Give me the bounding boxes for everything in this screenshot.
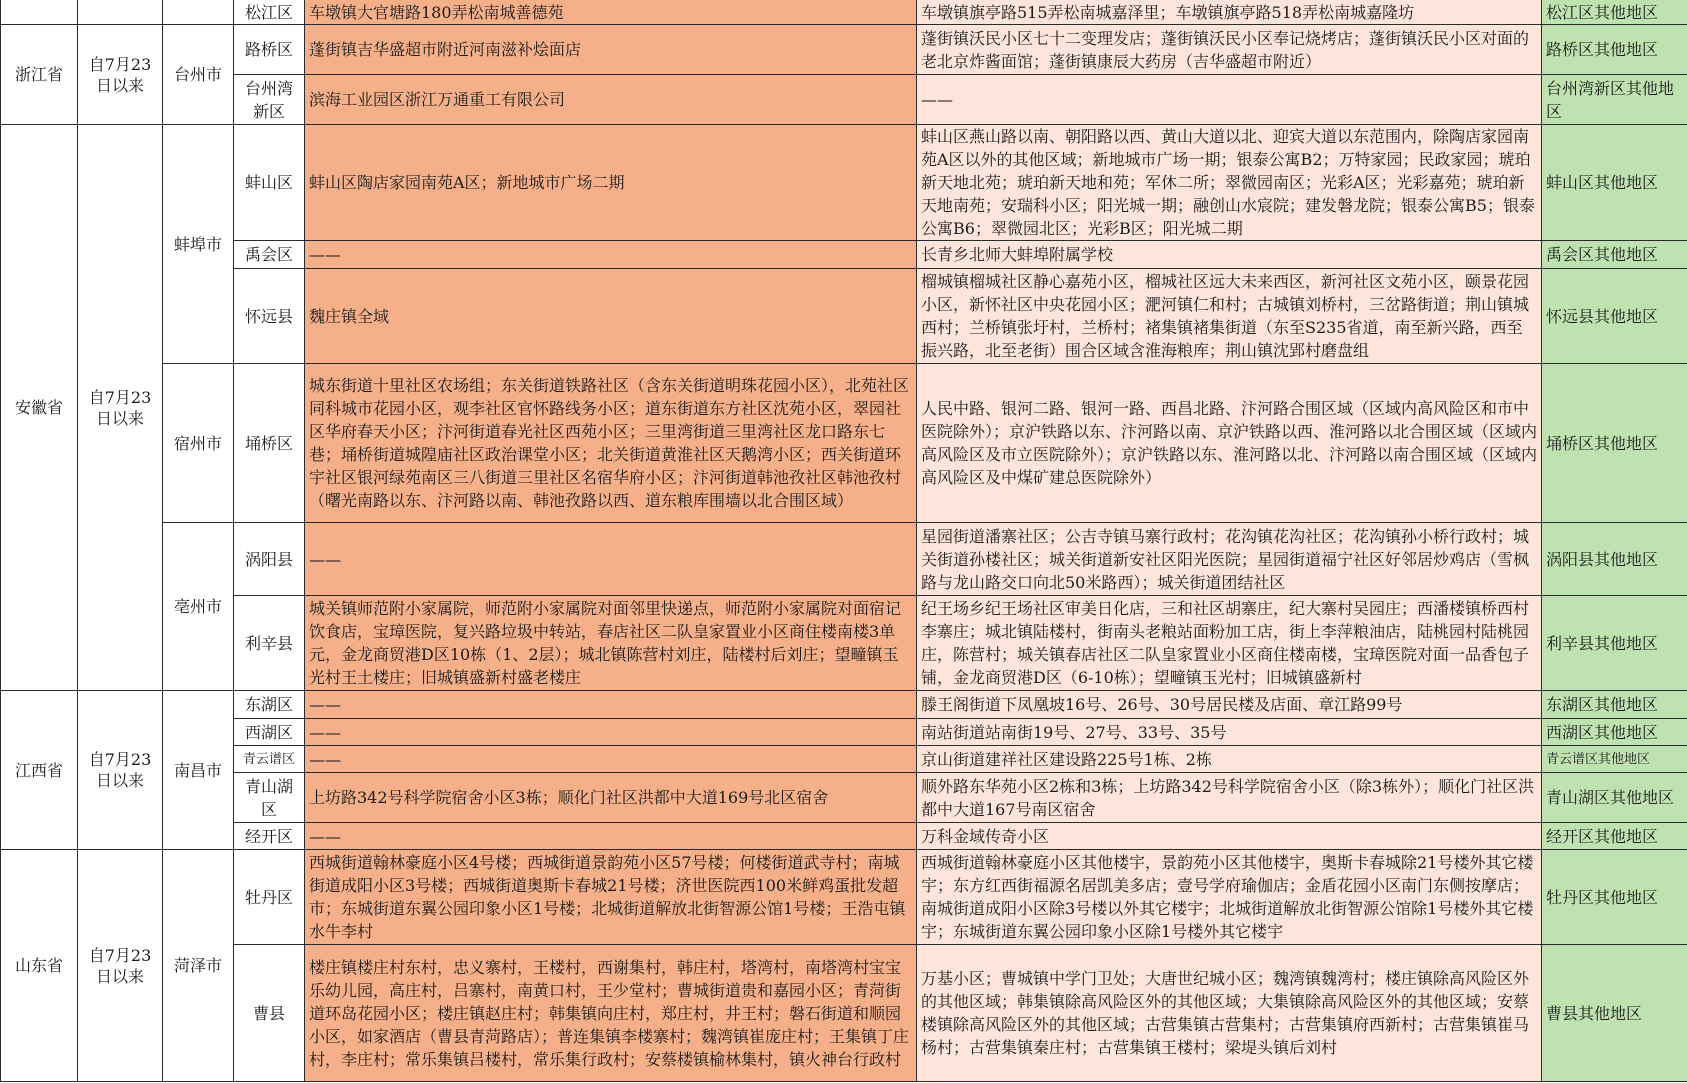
medium-risk-cell: 蚌山区陶店家园南苑A区；新地城市广场二期 <box>305 125 917 241</box>
district-cell: 西湖区 <box>234 719 305 746</box>
province-cell: 山东省 <box>1 850 78 1082</box>
low-risk-cell: 蓬街镇沃民小区七十二变理发店；蓬街镇沃民小区奉记烧烤店；蓬街镇沃民小区对面的老北京炸酱面馆；蓬街镇康辰大药房（吉华盛超市附近） <box>917 25 1542 75</box>
date-cell: 自7月23日以来 <box>78 850 163 1082</box>
medium-risk-cell: —— <box>305 691 917 719</box>
low-risk-cell: 顺外路东华苑小区2栋和3栋；上坊路342号科学院宿舍小区（除3栋外）；顺化门社区洪都中大道167号南区宿舍 <box>917 773 1542 823</box>
district-cell: 利辛县 <box>234 596 305 691</box>
table-row <box>1 25 1687 75</box>
low-risk-cell: 车墩镇旗亭路515弄松南城嘉泽里；车墩镇旗亭路518弄松南城嘉隆坊 <box>917 0 1542 25</box>
other-area-cell: 东湖区其他地区 <box>1542 691 1687 719</box>
low-risk-cell: 纪王场乡纪王场社区审美日化店，三和社区胡寨庄，纪大寨村吴园庄；西潘楼镇桥西村李寨庄；城北镇陆楼村，街南头老粮站面粉加工店，街上李萍粮油店，陆桃园村陆桃园庄，陈营村；城关镇春店社区二队皇家置业小区商住楼南楼，宝璋医院对面一品香包子铺，金龙商贸港D区（6-10栋）；望疃镇玉光村；旧城镇盛新村 <box>917 596 1542 691</box>
city-cell: 台州市 <box>163 25 234 125</box>
district-cell: 禹会区 <box>234 241 305 269</box>
other-area-cell: 台州湾新区其他地区 <box>1542 75 1687 125</box>
medium-risk-cell: —— <box>305 241 917 269</box>
province-cell: 浙江省 <box>1 25 78 125</box>
city-cell: 蚌埠市 <box>163 125 234 364</box>
other-area-cell: 埇桥区其他地区 <box>1542 364 1687 523</box>
other-area-cell: 经开区其他地区 <box>1542 823 1687 850</box>
table-row <box>1 746 1687 773</box>
medium-risk-cell: 城关镇师范附小家属院，师范附小家属院对面邻里快递点，师范附小家属院对面宿记饮食店，宝璋医院，复兴路垃圾中转站，春店社区二队皇家置业小区商住楼南楼3单元，金龙商贸港D区10栋（1、2层）；城北镇陈营村刘庄，陆楼村后刘庄；望疃镇玉光村王土楼庄；旧城镇盛新村盛老楼庄 <box>305 596 917 691</box>
city-cell: 南昌市 <box>163 691 234 850</box>
medium-risk-cell: 上坊路342号科学院宿舍小区3栋；顺化门社区洪都中大道169号北区宿舍 <box>305 773 917 823</box>
other-area-cell: 曹县其他地区 <box>1542 945 1687 1082</box>
medium-risk-cell: —— <box>305 746 917 773</box>
city-cell: 宿州市 <box>163 364 234 523</box>
other-area-cell: 涡阳县其他地区 <box>1542 523 1687 596</box>
date-cell <box>78 0 163 25</box>
medium-risk-cell: 蓬街镇吉华盛超市附近河南滋补烩面店 <box>305 25 917 75</box>
medium-risk-cell: 西城街道翰林豪庭小区4号楼；西城街道景韵苑小区57号楼；何楼街道武寺村；南城街道成阳小区3号楼；西城街道奥斯卡春城21号楼；济世医院西100米鲜鸡蛋批发超市；东城街道东翼公园印象小区1号楼；北城街道解放北街智源公馆1号楼；王浩屯镇水牛李村 <box>305 850 917 945</box>
district-cell: 台州湾新区 <box>234 75 305 125</box>
district-cell: 涡阳县 <box>234 523 305 596</box>
table-row <box>1 75 1687 125</box>
low-risk-cell: 星园街道潘寨社区；公吉寺镇马寨行政村；花沟镇花沟社区；花沟镇孙小桥行政村；城关街道孙楼社区；城关街道新安社区阳光医院；星园街道福宁社区好邻居炒鸡店（雪枫路与龙山路交口向北50米路西）；城关街道团结社区 <box>917 523 1542 596</box>
district-cell: 怀远县 <box>234 269 305 364</box>
table-row <box>1 125 1687 241</box>
district-cell: 青山湖区 <box>234 773 305 823</box>
table-row <box>1 691 1687 719</box>
city-cell: 菏泽市 <box>163 850 234 1082</box>
district-cell: 曹县 <box>234 945 305 1082</box>
other-area-cell: 怀远县其他地区 <box>1542 269 1687 364</box>
district-cell: 青云谱区 <box>234 746 305 773</box>
district-cell: 东湖区 <box>234 691 305 719</box>
district-cell: 牡丹区 <box>234 850 305 945</box>
date-cell: 自7月23日以来 <box>78 691 163 850</box>
medium-risk-cell: 车墩镇大官塘路180弄松南城善德苑 <box>305 0 917 25</box>
medium-risk-cell: 魏庄镇全域 <box>305 269 917 364</box>
low-risk-cell: 万基小区；曹城镇中学门卫处；大唐世纪城小区；魏湾镇魏湾村；楼庄镇除高风险区外的其他区域；韩集镇除高风险区外的其他区域；大集镇除高风险区外的其他区域；安蔡楼镇除高风险区外的其他区域；古营集镇古营集村；古营集镇府西新村；古营集镇崔马杨村；古营集镇秦庄村；古营集镇王楼村；梁堤头镇后刘村 <box>917 945 1542 1082</box>
table-row <box>1 719 1687 746</box>
table-row <box>1 269 1687 364</box>
medium-risk-cell: —— <box>305 823 917 850</box>
city-cell <box>163 0 234 25</box>
other-area-cell: 蚌山区其他地区 <box>1542 125 1687 241</box>
low-risk-cell: 蚌山区燕山路以南、朝阳路以西、黄山大道以北、迎宾大道以东范围内，除陶店家园南苑A区以外的其他区域；新地城市广场一期；银泰公寓B2；万特家园；民政家园；琥珀新天地北苑；琥珀新天地和苑；军休二所；翠微园南区；光彩A区；光彩嘉苑；琥珀新天地南苑；安瑞科小区；阳光城一期；融创山水宸院；建发磐龙院；银泰公寓B5；银泰公寓B6；翠微园北区；光彩B区；阳光城二期 <box>917 125 1542 241</box>
low-risk-cell: 长青乡北师大蚌埠附属学校 <box>917 241 1542 269</box>
table-row <box>1 241 1687 269</box>
province-cell <box>1 0 78 25</box>
district-cell: 松江区 <box>234 0 305 25</box>
city-cell: 亳州市 <box>163 523 234 691</box>
medium-risk-cell: —— <box>305 523 917 596</box>
province-cell: 江西省 <box>1 691 78 850</box>
other-area-cell: 禹会区其他地区 <box>1542 241 1687 269</box>
table-row <box>1 945 1687 1082</box>
table-row <box>1 596 1687 691</box>
low-risk-cell: 榴城镇榴城社区静心嘉苑小区，榴城社区远大未来西区，新河社区文苑小区，颐景花园小区，新怀社区中央花园小区；淝河镇仁和村；古城镇刘桥村，三岔路街道；荆山镇城西村；兰桥镇张圩村，兰桥村；褚集镇褚集街道（东至S235省道，南至新兴路，西至振兴路，北至老街）围合区域含淮海粮库；荆山镇沈郢村磨盘组 <box>917 269 1542 364</box>
medium-risk-cell: —— <box>305 719 917 746</box>
table-row <box>1 0 1687 25</box>
low-risk-cell: 西城街道翰林豪庭小区其他楼宇，景韵苑小区其他楼宇，奥斯卡春城除21号楼外其它楼宇；东方红西街福源名居凯美多店；壹号学府瑜伽店；金盾花园小区南门东侧按摩店；南城街道成阳小区除3号楼以外其它楼宇；北城街道解放北街智源公馆除1号楼外其它楼宇；东城街道东翼公园印象小区除1号楼外其它楼宇 <box>917 850 1542 945</box>
table-row <box>1 823 1687 850</box>
low-risk-cell: 京山街道建祥社区建设路225号1栋、2栋 <box>917 746 1542 773</box>
other-area-cell: 利辛县其他地区 <box>1542 596 1687 691</box>
medium-risk-cell: 城东街道十里社区农场组；东关街道铁路社区（含东关街道明珠花园小区），北苑社区同科城市花园小区，观李社区官怀路线务小区；道东街道东方社区沈苑小区，翠园社区华府春天小区；汴河街道春光社区西苑小区；三里湾街道三里湾社区龙口路东七巷；埇桥街道城隍庙社区政治课堂小区；北关街道黄淮社区天鹅湾小区；西关街道环宇社区银河绿苑南区三八街道三里社区名宿华府小区；汴河街道韩池孜社区韩池孜村（曙光南路以东、汴河路以南、韩池孜路以西、道东粮库围墙以北合围区域） <box>305 364 917 523</box>
district-cell: 路桥区 <box>234 25 305 75</box>
medium-risk-cell: 滨海工业园区浙江万通重工有限公司 <box>305 75 917 125</box>
date-cell: 自7月23日以来 <box>78 125 163 691</box>
table-row <box>1 523 1687 596</box>
district-cell: 埇桥区 <box>234 364 305 523</box>
other-area-cell: 路桥区其他地区 <box>1542 25 1687 75</box>
table-row <box>1 773 1687 823</box>
province-cell: 安徽省 <box>1 125 78 691</box>
other-area-cell: 青云谱区其他地区 <box>1542 746 1687 773</box>
medium-risk-cell: 楼庄镇楼庄村东村，忠义寨村，王楼村，西谢集村，韩庄村，塔湾村，南塔湾村宝宝乐幼儿园，高庄村，吕寨村，南黄口村，王少堂村；曹城街道贵和嘉园小区；青菏街道环岛花园小区；楼庄镇赵庄村；韩集镇向庄村，郑庄村，井王村；磐石街道和顺园小区，如家酒店（曹县青菏路店）；普连集镇李楼寨村；魏湾镇崔庞庄村；王集镇丁庄村，李庄村；常乐集镇吕楼村，常乐集行政村；安蔡楼镇榆林集村，镇火神台行政村 <box>305 945 917 1082</box>
district-cell: 蚌山区 <box>234 125 305 241</box>
other-area-cell: 牡丹区其他地区 <box>1542 850 1687 945</box>
low-risk-cell: —— <box>917 75 1542 125</box>
low-risk-cell: 人民中路、银河二路、银河一路、西昌北路、汴河路合围区域（区域内高风险区和市中医院除外）；京沪铁路以东、汴河路以南、京沪铁路以西、淮河路以北合围区域（区域内高风险区及市立医院除外）；京沪铁路以东、淮河路以北、汴河路以南合围区域（区域内高风险区及中煤矿建总医院除外） <box>917 364 1542 523</box>
table-row <box>1 850 1687 945</box>
low-risk-cell: 滕王阁街道下凤凰坡16号、26号、30号居民楼及店面、章江路99号 <box>917 691 1542 719</box>
date-cell: 自7月23日以来 <box>78 25 163 125</box>
other-area-cell: 松江区其他地区 <box>1542 0 1687 25</box>
table-row <box>1 364 1687 523</box>
district-cell: 经开区 <box>234 823 305 850</box>
other-area-cell: 西湖区其他地区 <box>1542 719 1687 746</box>
low-risk-cell: 万科金域传奇小区 <box>917 823 1542 850</box>
other-area-cell: 青山湖区其他地区 <box>1542 773 1687 823</box>
low-risk-cell: 南站街道站南街19号、27号、33号、35号 <box>917 719 1542 746</box>
